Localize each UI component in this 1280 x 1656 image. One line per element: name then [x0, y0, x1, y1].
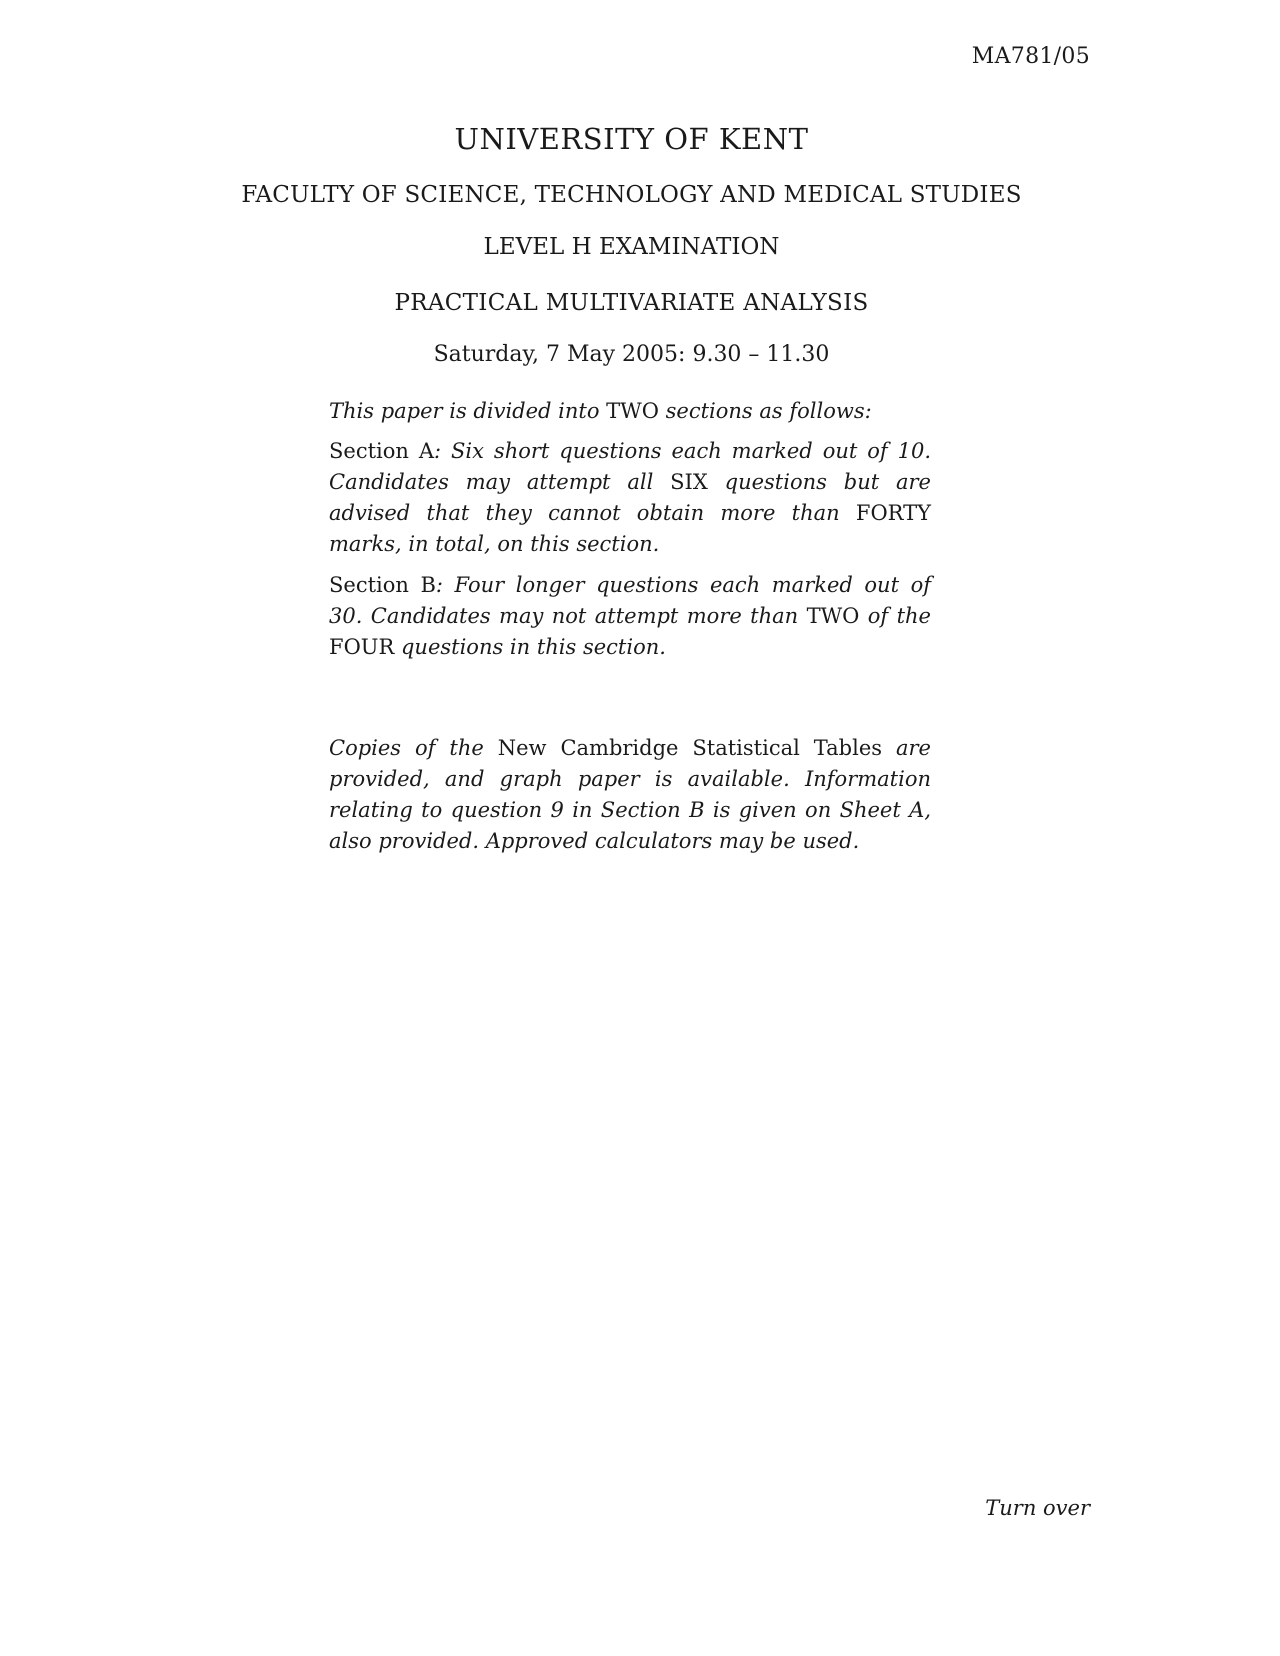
section-b-text-1: : Four longer questions each marked out of 30. Candidates may not attempt more than — [329, 573, 931, 628]
paper-code: MA781/05 — [971, 44, 1090, 69]
section-b-number-1: TWO — [806, 604, 860, 628]
instructions-text-2: are provided, and graph paper is available. Information relating to question 9 in Section B is given on Sheet A, also provided. Approved calculators may be used. — [329, 736, 931, 853]
section-b-label: Section B — [329, 573, 436, 597]
section-a-label: Section A — [329, 439, 435, 463]
exam-level: LEVEL H EXAMINATION — [483, 234, 780, 260]
section-a-text-3: marks, in total, on this section. — [329, 532, 660, 556]
section-a-number-1: SIX — [670, 470, 708, 494]
faculty-name: FACULTY OF SCIENCE, TECHNOLOGY AND MEDICAL STUDIES — [241, 182, 1022, 208]
section-a-description — [329, 436, 931, 560]
statistical-tables-title: New Cambridge Statistical Tables — [497, 736, 883, 760]
university-name: UNIVERSITY OF KENT — [454, 122, 809, 156]
section-b-number-2: FOUR — [329, 635, 395, 659]
section-b-description — [329, 570, 931, 663]
paper-title: PRACTICAL MULTIVARIATE ANALYSIS — [394, 290, 869, 316]
section-b-text-2: of the — [859, 604, 931, 628]
exam-date: Saturday, 7 May 2005: 9.30 – 11.30 — [433, 342, 830, 367]
instructions-paragraph — [329, 733, 931, 857]
intro-text-2: sections as follows: — [658, 399, 872, 423]
section-a-number-2: FORTY — [855, 501, 931, 525]
turn-over-note: Turn over — [985, 1496, 1090, 1520]
instructions-text-1: Copies of the — [329, 736, 498, 760]
section-a-text-2: questions but are advised that they cannot obtain more than — [329, 470, 931, 525]
section-a-text-1: : Six short questions each marked out of 10. Candidates may attempt all — [329, 439, 931, 494]
intro-emphasis: TWO — [606, 399, 659, 423]
intro-paragraph — [329, 396, 931, 427]
intro-text-1: This paper is divided into — [329, 399, 607, 423]
section-b-text-3: questions in this section. — [394, 635, 666, 659]
